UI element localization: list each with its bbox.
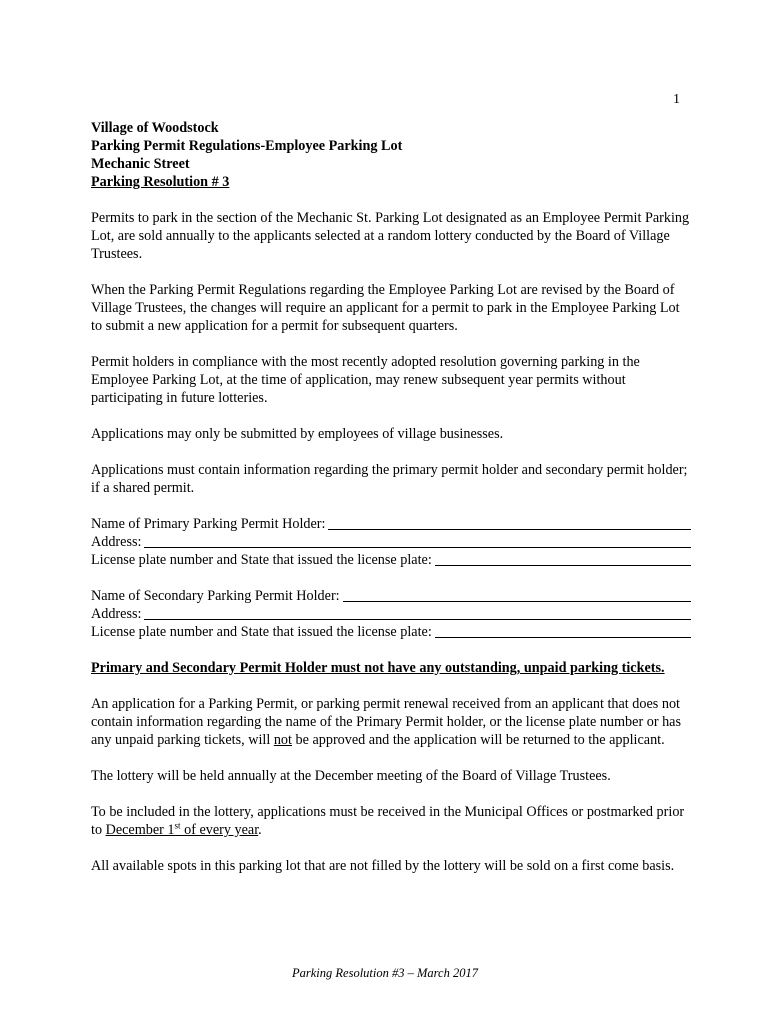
primary-holder-form: [91, 515, 691, 569]
unpaid-tickets-notice: Primary and Secondary Permit Holder must not have any outstanding, unpaid parking tickets.: [91, 660, 665, 676]
deadline-date: [106, 822, 259, 838]
secondary-name-line: [91, 587, 691, 605]
deadline-date-main: December 1: [105, 822, 175, 838]
primary-name-label: Name of Primary Parking Permit Holder:: [91, 516, 326, 532]
secondary-address-line: [91, 605, 691, 623]
secondary-plate-field[interactable]: [435, 636, 691, 638]
deadline-period: .: [258, 822, 262, 838]
paragraph-lottery-date: The lottery will be held annually at the December meeting of the Board of Village Trustees.: [91, 768, 611, 784]
paragraph-eligibility: Applications may only be submitted by employees of village businesses.: [91, 426, 504, 442]
paragraph-permits: Permits to park in the section of the Mechanic St. Parking Lot designated as an Employee Permit Parking Lot, are sold annually to the applicants selected at a random lottery conducted by the Board of Village Trustees.: [91, 210, 690, 262]
header-title: Village of Woodstock: [91, 120, 219, 136]
paragraph-first-come: All available spots in this parking lot that are not filled by the lottery will be sold on a first come basis.: [91, 858, 675, 874]
secondary-plate-label: License plate number and State that issued the license plate:: [91, 624, 432, 640]
deadline-date-tail: of every year: [180, 822, 259, 838]
primary-address-label: Address:: [91, 534, 142, 550]
primary-plate-line: [91, 551, 691, 569]
document-body: [91, 119, 691, 893]
secondary-holder-form: [91, 587, 691, 641]
paragraph-rejection: [91, 695, 691, 749]
header-street: Mechanic Street: [91, 156, 190, 172]
page-footer: Parking Resolution #3 – March 2017: [292, 966, 478, 980]
primary-name-line: [91, 515, 691, 533]
secondary-address-field[interactable]: [144, 618, 691, 620]
secondary-address-label: Address:: [91, 606, 142, 622]
header-subtitle: Parking Permit Regulations-Employee Parking Lot: [91, 138, 403, 154]
paragraph-application-info: Applications must contain information regarding the primary permit holder and secondary permit holder; if a shared permit.: [91, 462, 688, 496]
primary-address-line: [91, 533, 691, 551]
rejection-text-end: be approved and the application will be returned to the applicant.: [291, 732, 665, 748]
deadline-text: To be included in the lottery, applications must be received in the Municipal Offices or postmarked prior to: [91, 804, 685, 838]
secondary-name-label: Name of Secondary Parking Permit Holder:: [91, 588, 340, 604]
secondary-name-field[interactable]: [343, 600, 691, 602]
primary-plate-field[interactable]: [435, 564, 691, 566]
paragraph-revisions: When the Parking Permit Regulations regarding the Employee Parking Lot are revised by the Board of Village Trustees, the changes will require an applicant for a permit to park in the Employee Parking Lot to submit a new application for a permit for subsequent quarters.: [91, 282, 680, 334]
header-block: [91, 119, 691, 191]
page-number: 1: [673, 92, 680, 107]
paragraph-renewal: Permit holders in compliance with the most recently adopted resolution governing parking in the Employee Parking Lot, at the time of application, may renew subsequent year permits without participating in future lotteries.: [91, 354, 640, 406]
secondary-plate-line: [91, 623, 691, 641]
primary-plate-label: License plate number and State that issued the license plate:: [91, 552, 432, 568]
rejection-text-start: An application for a Parking Permit, or parking permit renewal received from an applicant that does not contain information regarding the name of the Primary Permit holder, or the license plate number or has any unpaid parking tickets, will: [91, 696, 681, 748]
primary-address-field[interactable]: [144, 546, 691, 548]
rejection-emphasis: not: [273, 732, 292, 748]
primary-name-field[interactable]: [328, 528, 691, 530]
header-resolution: Parking Resolution # 3: [91, 174, 230, 190]
paragraph-deadline: [91, 803, 691, 839]
deadline-date-suffix: st: [174, 820, 181, 831]
